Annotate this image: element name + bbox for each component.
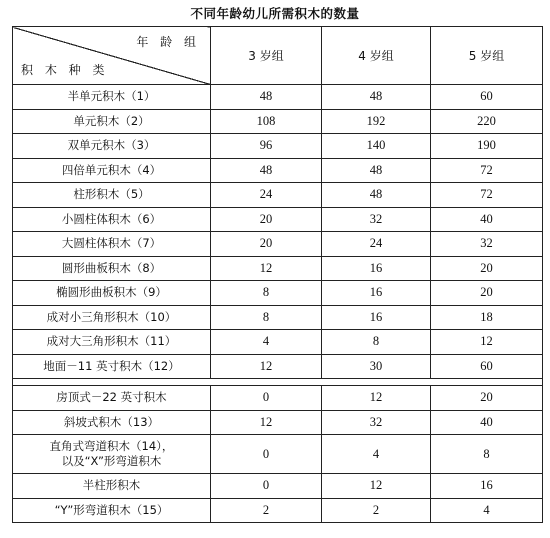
value-3y: 96 bbox=[211, 134, 322, 159]
value-5y: 20 bbox=[431, 386, 543, 411]
table-row bbox=[13, 305, 543, 330]
block-name: 成对小三角形积木（10） bbox=[13, 305, 211, 330]
block-name bbox=[13, 435, 211, 474]
value-4y: 30 bbox=[322, 354, 431, 379]
value-5y: 18 bbox=[431, 305, 543, 330]
value-5y: 20 bbox=[431, 281, 543, 306]
value-5y: 32 bbox=[431, 232, 543, 257]
value-4y: 32 bbox=[322, 410, 431, 435]
value-3y: 12 bbox=[211, 410, 322, 435]
value-4y: 16 bbox=[322, 256, 431, 281]
block-name: 斜坡式积木（13） bbox=[13, 410, 211, 435]
value-4y: 2 bbox=[322, 498, 431, 523]
value-4y: 12 bbox=[322, 386, 431, 411]
block-name: 小圆柱体积木（6） bbox=[13, 207, 211, 232]
table-row bbox=[13, 183, 543, 208]
age-group-label: 年 龄 组 bbox=[136, 35, 200, 49]
block-name: 半单元积木（1） bbox=[13, 85, 211, 110]
value-5y: 20 bbox=[431, 256, 543, 281]
block-name: “Y”形弯道积木（15） bbox=[13, 498, 211, 523]
value-3y: 8 bbox=[211, 305, 322, 330]
table-row bbox=[13, 85, 543, 110]
value-4y: 12 bbox=[322, 474, 431, 499]
value-4y: 16 bbox=[322, 305, 431, 330]
value-5y: 40 bbox=[431, 207, 543, 232]
value-5y: 40 bbox=[431, 410, 543, 435]
value-3y: 0 bbox=[211, 386, 322, 411]
blocks-table bbox=[12, 26, 543, 523]
value-5y: 60 bbox=[431, 85, 543, 110]
value-4y: 48 bbox=[322, 85, 431, 110]
value-5y: 12 bbox=[431, 330, 543, 355]
column-header-5y: 5 岁组 bbox=[431, 27, 543, 85]
value-3y: 48 bbox=[211, 158, 322, 183]
value-3y: 2 bbox=[211, 498, 322, 523]
block-name: 地面－11 英寸积木（12） bbox=[13, 354, 211, 379]
value-3y: 20 bbox=[211, 232, 322, 257]
value-5y: 72 bbox=[431, 183, 543, 208]
header-row bbox=[13, 27, 543, 85]
value-4y: 24 bbox=[322, 232, 431, 257]
value-3y: 0 bbox=[211, 474, 322, 499]
table-row bbox=[13, 134, 543, 159]
value-4y: 16 bbox=[322, 281, 431, 306]
value-3y: 0 bbox=[211, 435, 322, 474]
table-row bbox=[13, 474, 543, 499]
table-row bbox=[13, 410, 543, 435]
value-5y: 72 bbox=[431, 158, 543, 183]
block-name: 半柱形积木 bbox=[13, 474, 211, 499]
value-3y: 8 bbox=[211, 281, 322, 306]
value-5y: 16 bbox=[431, 474, 543, 499]
block-name-line-1: 直角式弯道积木（14）， bbox=[49, 439, 174, 453]
table-row bbox=[13, 232, 543, 257]
value-4y: 4 bbox=[322, 435, 431, 474]
block-name: 柱形积木（5） bbox=[13, 183, 211, 208]
block-name: 单元积木（2） bbox=[13, 109, 211, 134]
value-3y: 20 bbox=[211, 207, 322, 232]
block-name: 圆形曲板积木（8） bbox=[13, 256, 211, 281]
value-4y: 8 bbox=[322, 330, 431, 355]
value-3y: 12 bbox=[211, 354, 322, 379]
table-row bbox=[13, 109, 543, 134]
block-name: 椭圆形曲板积木（9） bbox=[13, 281, 211, 306]
table-row bbox=[13, 435, 543, 474]
section-gap bbox=[13, 379, 543, 386]
table-row bbox=[13, 207, 543, 232]
block-name: 房顶式－22 英寸积木 bbox=[13, 386, 211, 411]
block-name-line-2: 以及“X”形弯道积木 bbox=[61, 454, 162, 468]
value-3y: 12 bbox=[211, 256, 322, 281]
table-title: 不同年龄幼儿所需积木的数量 bbox=[190, 6, 360, 21]
value-4y: 48 bbox=[322, 183, 431, 208]
block-name: 四倍单元积木（4） bbox=[13, 158, 211, 183]
column-header-3y: 3 岁组 bbox=[211, 27, 322, 85]
value-5y: 4 bbox=[431, 498, 543, 523]
header-corner-cell bbox=[13, 27, 211, 85]
block-name: 双单元积木（3） bbox=[13, 134, 211, 159]
value-3y: 48 bbox=[211, 85, 322, 110]
table-row bbox=[13, 330, 543, 355]
column-header-4y: 4 岁组 bbox=[322, 27, 431, 85]
value-4y: 32 bbox=[322, 207, 431, 232]
value-4y: 48 bbox=[322, 158, 431, 183]
value-5y: 8 bbox=[431, 435, 543, 474]
table-row bbox=[13, 256, 543, 281]
value-5y: 190 bbox=[431, 134, 543, 159]
table-row bbox=[13, 158, 543, 183]
block-name: 大圆柱体积木（7） bbox=[13, 232, 211, 257]
value-3y: 108 bbox=[211, 109, 322, 134]
table-row bbox=[13, 498, 543, 523]
value-4y: 192 bbox=[322, 109, 431, 134]
value-4y: 140 bbox=[322, 134, 431, 159]
table-row bbox=[13, 281, 543, 306]
value-5y: 60 bbox=[431, 354, 543, 379]
value-3y: 4 bbox=[211, 330, 322, 355]
value-3y: 24 bbox=[211, 183, 322, 208]
value-5y: 220 bbox=[431, 109, 543, 134]
table-row bbox=[13, 354, 543, 379]
block-type-label: 积 木 种 类 bbox=[21, 63, 109, 77]
block-name: 成对大三角形积木（11） bbox=[13, 330, 211, 355]
table-row bbox=[13, 386, 543, 411]
